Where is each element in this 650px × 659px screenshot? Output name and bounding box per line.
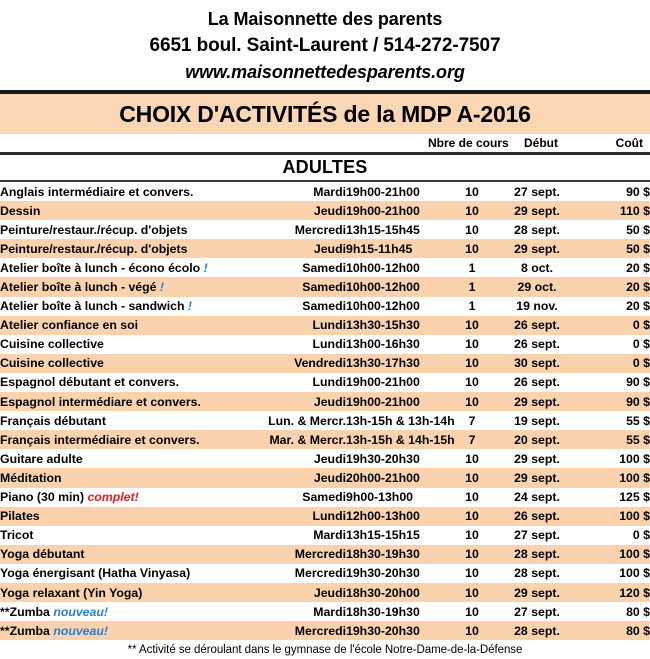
activity-name: Yoga relaxant (Yin Yoga): [0, 585, 143, 600]
activity-course-count-cell: 10: [450, 583, 494, 602]
activity-start-date-cell: 28 sept.: [494, 545, 580, 564]
activity-time-cell: 13h30-17h30: [346, 354, 450, 373]
activity-day-cell: Mardi: [313, 184, 346, 199]
activity-course-count-cell: 10: [465, 566, 479, 581]
activity-cost-cell: 80 $: [626, 604, 650, 619]
activity-time-cell: 9h00-13h00: [346, 490, 413, 505]
activity-start-date-cell: 28 sept.: [514, 222, 560, 237]
activity-name: Pilates: [0, 509, 40, 524]
activity-time-cell: 18h30-19h30: [346, 604, 420, 619]
activity-day-cell: Jeudi: [246, 392, 346, 411]
activity-day-cell: Lun. & Mercr.: [268, 413, 346, 428]
activity-time-cell: [346, 430, 455, 449]
activity-name: Peinture/restaur./récup. d'objets: [0, 241, 188, 256]
activity-name-cell: [0, 316, 246, 335]
activity-name: Yoga débutant: [0, 547, 85, 562]
table-row: [0, 373, 650, 392]
table-row: [0, 583, 650, 602]
activity-name-cell: [0, 468, 246, 487]
activity-start-date-cell: 28 sept.: [494, 621, 580, 640]
status-badge-new: !: [159, 280, 165, 295]
activity-time-cell: 20h00-21h00: [346, 468, 450, 487]
activity-cost-cell: 110 $: [580, 201, 650, 220]
activity-cost-cell: 80 $: [580, 621, 650, 640]
activity-course-count-cell: 10: [465, 184, 479, 199]
activity-course-count-cell: 10: [450, 316, 494, 335]
activity-day-cell: Jeudi: [246, 201, 346, 220]
activity-name: Français débutant: [0, 413, 106, 428]
activity-cost-cell: 100 $: [619, 451, 650, 466]
activity-time-cell: 13h30-15h30: [346, 316, 450, 335]
activity-name-cell: [0, 526, 246, 545]
section-band-adultes: [0, 155, 650, 180]
activity-cost-cell: 50 $: [626, 222, 650, 237]
activity-day-cell: Vendredi: [246, 354, 346, 373]
activity-time-cell: 13h15-15h45: [346, 222, 420, 237]
activity-name-cell: [0, 335, 246, 354]
activity-name: Guitare adulte: [0, 451, 83, 466]
activity-course-count-cell: 10: [465, 222, 479, 237]
activity-cost-cell: 90 $: [580, 392, 650, 411]
table-row: [0, 526, 650, 545]
activity-name-cell: [0, 201, 246, 220]
activity-name: Cuisine collective: [0, 356, 104, 371]
activity-start-date-cell: 27 sept.: [514, 604, 560, 619]
activity-start-date-cell: 8 oct.: [520, 260, 554, 275]
activity-name: Atelier boîte à lunch - végé: [0, 280, 157, 295]
activity-day-cell: Mercredi: [246, 545, 346, 564]
activity-time-cell: 10h00-12h00: [346, 299, 420, 314]
activity-time-cell: 18h30-20h00: [346, 583, 450, 602]
activity-day-cell: Lundi: [312, 375, 346, 390]
activity-cost-cell: 20 $: [626, 299, 650, 314]
column-header-count: Nbre de cours: [428, 136, 509, 150]
activity-start-date-cell: 28 sept.: [514, 566, 560, 581]
activity-name-cell: [0, 545, 246, 564]
activity-name-cell: [0, 507, 246, 526]
activity-name-cell: [0, 430, 246, 449]
page-title: CHOIX D'ACTIVITÉS de la MDP A-2016: [119, 100, 531, 127]
activity-start-date-cell: 26 sept.: [514, 337, 560, 352]
activity-day-cell: Lundi: [246, 316, 346, 335]
activity-start-date-cell: 26 sept.: [514, 375, 560, 390]
activity-day-cell: Mercredi: [294, 566, 346, 581]
masthead: [0, 0, 650, 86]
activity-course-count-cell: 10: [450, 621, 494, 640]
table-row: [0, 277, 650, 296]
footnote: ** Activité se déroulant dans le gymnase de l'école Notre-Dame-de-la-Défense: [127, 644, 523, 657]
activity-time-cell: 13h00-16h30: [346, 337, 420, 352]
activity-time-cell: 19h00-21h00: [346, 184, 420, 199]
activity-course-count-cell: 10: [450, 392, 494, 411]
activity-time-cell: 18h30-19h30: [346, 545, 450, 564]
column-header-strip: [0, 134, 650, 152]
website-url: www.maisonnettedesparents.org: [185, 62, 465, 82]
activity-cost-cell: 0 $: [580, 354, 650, 373]
activity-time: 13h-15h & 13h-14h: [346, 413, 455, 428]
activity-cost-cell: 100 $: [580, 545, 650, 564]
activity-course-count-cell: 10: [465, 451, 479, 466]
activity-name: Méditation: [0, 470, 62, 485]
activity-name-cell: [0, 602, 246, 621]
activity-name: Espagnol débutant et convers.: [0, 375, 180, 390]
activity-day-cell: Mardi: [313, 528, 346, 543]
activity-name: Yoga énergisant (Hatha Vinyasa): [0, 566, 191, 581]
organization-name: La Maisonnette des parents: [207, 9, 443, 29]
activity-name-cell: [0, 277, 246, 296]
activity-cost-cell: 55 $: [580, 430, 650, 449]
column-header-start: Début: [524, 136, 558, 150]
table-row: [0, 297, 650, 316]
activity-day-cell: Samedi: [302, 260, 346, 275]
activities-table: [0, 182, 650, 640]
activity-cost-cell: 125 $: [619, 490, 650, 505]
activity-time-cell: 19h30-20h30: [346, 451, 420, 466]
table-row: [0, 545, 650, 564]
activity-name-cell: [0, 373, 246, 392]
activity-course-count-cell: 10: [450, 354, 494, 373]
table-row: [0, 182, 650, 201]
activity-course-count-cell: 7: [468, 413, 476, 428]
activity-name: Atelier confiance en soi: [0, 318, 139, 333]
activity-name: Anglais intermédiaire et convers.: [0, 184, 194, 199]
activity-time-cell: 13h15-15h15: [346, 528, 420, 543]
activity-cost-cell: 120 $: [580, 583, 650, 602]
activity-name-cell: [0, 182, 246, 201]
activity-start-date-cell: 30 sept.: [494, 354, 580, 373]
activity-course-count-cell: 1: [468, 299, 476, 314]
activity-start-date-cell: 19 nov.: [516, 299, 558, 314]
activity-time-cell: 12h00-13h00: [346, 507, 450, 526]
activity-name: Espagnol intermédiare et convers.: [0, 394, 201, 409]
activity-name: Dessin: [0, 203, 41, 218]
activity-day-cell: Mardi: [313, 604, 346, 619]
activity-day-cell: Samedi: [246, 277, 346, 296]
activity-time-cell: 10h00-12h00: [346, 260, 420, 275]
activity-name-cell: [0, 239, 246, 258]
activity-cost-cell: 0 $: [632, 337, 650, 352]
activity-day-cell: Jeudi: [313, 451, 346, 466]
activity-course-count-cell: 1: [450, 277, 494, 296]
activity-name: Atelier boîte à lunch - écono écolo: [0, 260, 201, 275]
status-badge-new: !: [203, 260, 208, 275]
activity-day-cell: Samedi: [302, 299, 346, 314]
activity-name-cell: [0, 583, 246, 602]
activity-cost-cell: 0 $: [632, 528, 650, 543]
table-row: [0, 449, 650, 468]
activity-name: **Zumba: [0, 604, 50, 619]
table-row: [0, 335, 650, 354]
activity-time-cell: 19h00-21h00: [346, 201, 450, 220]
activity-day-cell: Samedi: [302, 490, 346, 505]
activity-cost-cell: 20 $: [580, 277, 650, 296]
activity-name: Atelier boîte à lunch - sandwich: [0, 299, 185, 314]
activity-time-cell: [346, 411, 455, 430]
table-row: [0, 602, 650, 621]
activity-name: **Zumba: [0, 623, 50, 638]
activities-table-body: [0, 182, 650, 640]
activity-course-count-cell: 10: [465, 337, 479, 352]
status-badge-full: complet!: [87, 490, 139, 505]
activity-name-cell: [0, 220, 246, 239]
activity-name: Français intermédiaire et convers.: [0, 432, 200, 447]
table-row: [0, 430, 650, 449]
activity-cost-cell: 20 $: [626, 260, 650, 275]
activity-cost-cell: 100 $: [619, 566, 650, 581]
activity-day-cell: Mercredi: [246, 621, 346, 640]
activity-start-date-cell: 27 sept.: [514, 528, 560, 543]
activity-name-cell: [0, 621, 246, 640]
activity-day-cell: Jeudi: [246, 239, 346, 258]
table-row: [0, 239, 650, 258]
section-title: ADULTES: [282, 157, 368, 177]
activity-start-date-cell: 29 oct.: [494, 277, 580, 296]
activity-day-cell: Jeudi: [246, 583, 346, 602]
activity-cost-cell: 0 $: [580, 316, 650, 335]
table-row: [0, 564, 650, 583]
activity-name-cell: [0, 258, 246, 277]
activity-cost-cell: 50 $: [580, 239, 650, 258]
table-row: [0, 258, 650, 277]
activity-day-cell: Lundi: [312, 337, 346, 352]
activity-cost-cell: 100 $: [580, 468, 650, 487]
activity-cost-cell: 55 $: [626, 413, 650, 428]
table-row: [0, 468, 650, 487]
activity-name: Piano (30 min): [0, 490, 85, 505]
activity-day-cell: Lundi: [246, 507, 346, 526]
table-row: [0, 488, 650, 507]
activity-name-cell: [0, 564, 246, 583]
activity-start-date-cell: 29 sept.: [494, 468, 580, 487]
table-row: [0, 411, 650, 430]
table-row: [0, 621, 650, 640]
activity-start-date-cell: 29 sept.: [494, 392, 580, 411]
activity-name-cell: [0, 392, 246, 411]
activity-name-cell: [0, 449, 246, 468]
activity-start-date-cell: 24 sept.: [514, 490, 560, 505]
activity-cost-cell: 90 $: [626, 375, 650, 390]
activity-name-cell: [0, 354, 246, 373]
activity-day-cell: Mar. & Mercr.: [246, 430, 346, 449]
title-band: [0, 94, 650, 134]
activity-course-count-cell: 10: [465, 604, 479, 619]
activity-start-date-cell: 20 sept.: [494, 430, 580, 449]
activity-course-count-cell: 7: [450, 430, 494, 449]
address-and-phone: 6651 boul. Saint-Laurent / 514-272-7507: [149, 35, 501, 56]
activity-name: Cuisine collective: [0, 337, 104, 352]
activity-cost-cell: 100 $: [580, 507, 650, 526]
activity-time-cell: 19h30-20h30: [346, 621, 450, 640]
activity-name-cell: [0, 411, 246, 430]
activity-start-date-cell: 29 sept.: [494, 239, 580, 258]
activity-start-date-cell: 29 sept.: [514, 451, 560, 466]
activity-day-cell: Mercredi: [294, 222, 346, 237]
activity-time-cell: 19h30-20h30: [346, 566, 420, 581]
status-badge-new: !: [187, 299, 193, 314]
activity-course-count-cell: 10: [450, 201, 494, 220]
status-badge-new: nouveau!: [53, 604, 108, 619]
column-header-cost: Coût: [615, 136, 643, 150]
table-row: [0, 201, 650, 220]
table-row: [0, 392, 650, 411]
table-row: [0, 220, 650, 239]
activity-start-date-cell: 19 sept.: [514, 413, 560, 428]
table-row: [0, 354, 650, 373]
activity-name: Tricot: [0, 528, 34, 543]
activity-start-date-cell: 29 sept.: [494, 201, 580, 220]
activity-time-cell: 10h00-12h00: [346, 277, 450, 296]
activity-start-date-cell: 26 sept.: [494, 507, 580, 526]
activity-name-cell: [0, 488, 246, 507]
activity-course-count-cell: 10: [450, 507, 494, 526]
activity-time-cell: 19h00-21h00: [346, 375, 420, 390]
activity-time-cell: 9h15-11h45: [346, 239, 450, 258]
activity-course-count-cell: 10: [450, 468, 494, 487]
activity-start-date-cell: 29 sept.: [494, 583, 580, 602]
activity-day-cell: Jeudi: [246, 468, 346, 487]
status-badge-new: nouveau!: [53, 623, 108, 638]
activity-course-count-cell: 1: [468, 260, 476, 275]
activity-time: 13h-15h & 14h-15h: [346, 432, 455, 447]
activity-course-count-cell: 10: [465, 490, 479, 505]
activity-course-count-cell: 10: [450, 239, 494, 258]
table-row: [0, 316, 650, 335]
activity-course-count-cell: 10: [450, 545, 494, 564]
activity-start-date-cell: 27 sept.: [514, 184, 560, 199]
activity-cost-cell: 90 $: [626, 184, 650, 199]
activity-time-cell: 19h00-21h00: [346, 392, 450, 411]
activity-course-count-cell: 10: [465, 528, 479, 543]
activity-name: Peinture/restaur./récup. d'objets: [0, 222, 188, 237]
activity-course-count-cell: 10: [465, 375, 479, 390]
activity-name-cell: [0, 297, 246, 316]
activity-start-date-cell: 26 sept.: [494, 316, 580, 335]
table-row: [0, 507, 650, 526]
